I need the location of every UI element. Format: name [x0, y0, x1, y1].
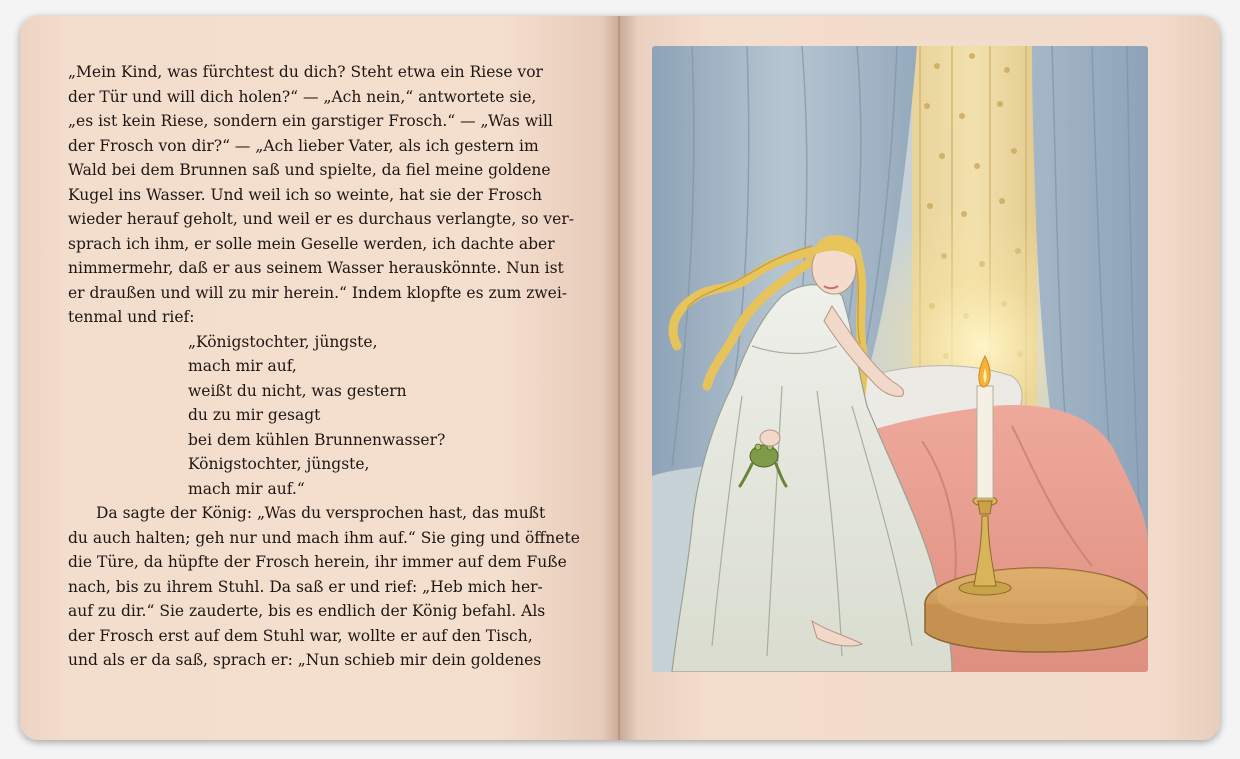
text-line: und als er da saß, sprach er: „Nun schieb mir dein goldenes — [68, 651, 542, 669]
verse-line: mach mir auf, — [188, 357, 297, 375]
text-line: auf zu dir.“ Sie zauderte, bis es endlich der König befahl. Als — [68, 602, 546, 620]
princess-hand — [760, 430, 780, 446]
candle — [977, 386, 993, 498]
text-line: wieder herauf geholt, und weil er es durchaus verlangte, so ver- — [68, 210, 574, 228]
text-line: der Frosch erst auf dem Stuhl war, wollte er auf den Tisch, — [68, 626, 533, 645]
verse-block — [68, 330, 568, 502]
text-line: er draußen und will zu mir herein.“ Indem klopfte es zum zwei- — [68, 283, 568, 302]
text-line: sprach ich ihm, er solle mein Geselle werden, ich dachte aber — [68, 234, 555, 253]
text-line: tenmal und rief: — [68, 308, 195, 326]
verse-line: mach mir auf.“ — [188, 479, 305, 498]
text-line: der Tür und will dich holen?“ — „Ach nein,“ antwortete sie, — [68, 87, 537, 106]
text-line: der Frosch von dir?“ — „Ach lieber Vater, als ich gestern im — [68, 136, 539, 155]
verse-line: „Königstochter, jüngste, — [188, 332, 378, 351]
text-line: „Mein Kind, was fürchtest du dich? Steht etwa ein Riese vor — [68, 63, 543, 81]
text-line: nach, bis zu ihrem Stuhl. Da saß er und rief: „Heb mich her- — [68, 577, 543, 596]
left-page — [20, 16, 620, 740]
story-text — [68, 60, 580, 673]
paragraph-2 — [68, 501, 580, 673]
round-table — [925, 568, 1148, 652]
text-line: „es ist kein Riese, sondern ein garstiger Frosch.“ — „Was will — [68, 112, 553, 130]
verse-line: Königstochter, jüngste, — [188, 455, 370, 473]
text-line: Wald bei dem Brunnen saß und spielte, da fiel meine goldene — [68, 161, 551, 179]
verse-line: bei dem kühlen Brunnenwasser? — [188, 430, 446, 449]
princess-illustration — [652, 46, 1148, 672]
verse-line: du zu mir gesagt — [188, 406, 321, 424]
text-line: du auch halten; geh nur und mach ihm auf.“ Sie ging und öffnete — [68, 528, 580, 547]
verse-line: weißt du nicht, was gestern — [188, 381, 407, 400]
text-line: Da sagte der König: „Was du versprochen hast, das mußt — [96, 504, 546, 522]
text-line: die Türe, da hüpfte der Frosch herein, ihr immer auf dem Fuße — [68, 553, 567, 571]
illustration-svg — [652, 46, 1148, 672]
text-line: Kugel ins Wasser. Und weil ich so weinte, hat sie der Frosch — [68, 185, 542, 204]
text-line: nimmermehr, daß er aus seinem Wasser herauskönnte. Nun ist — [68, 259, 564, 277]
paragraph-1 — [68, 60, 574, 330]
